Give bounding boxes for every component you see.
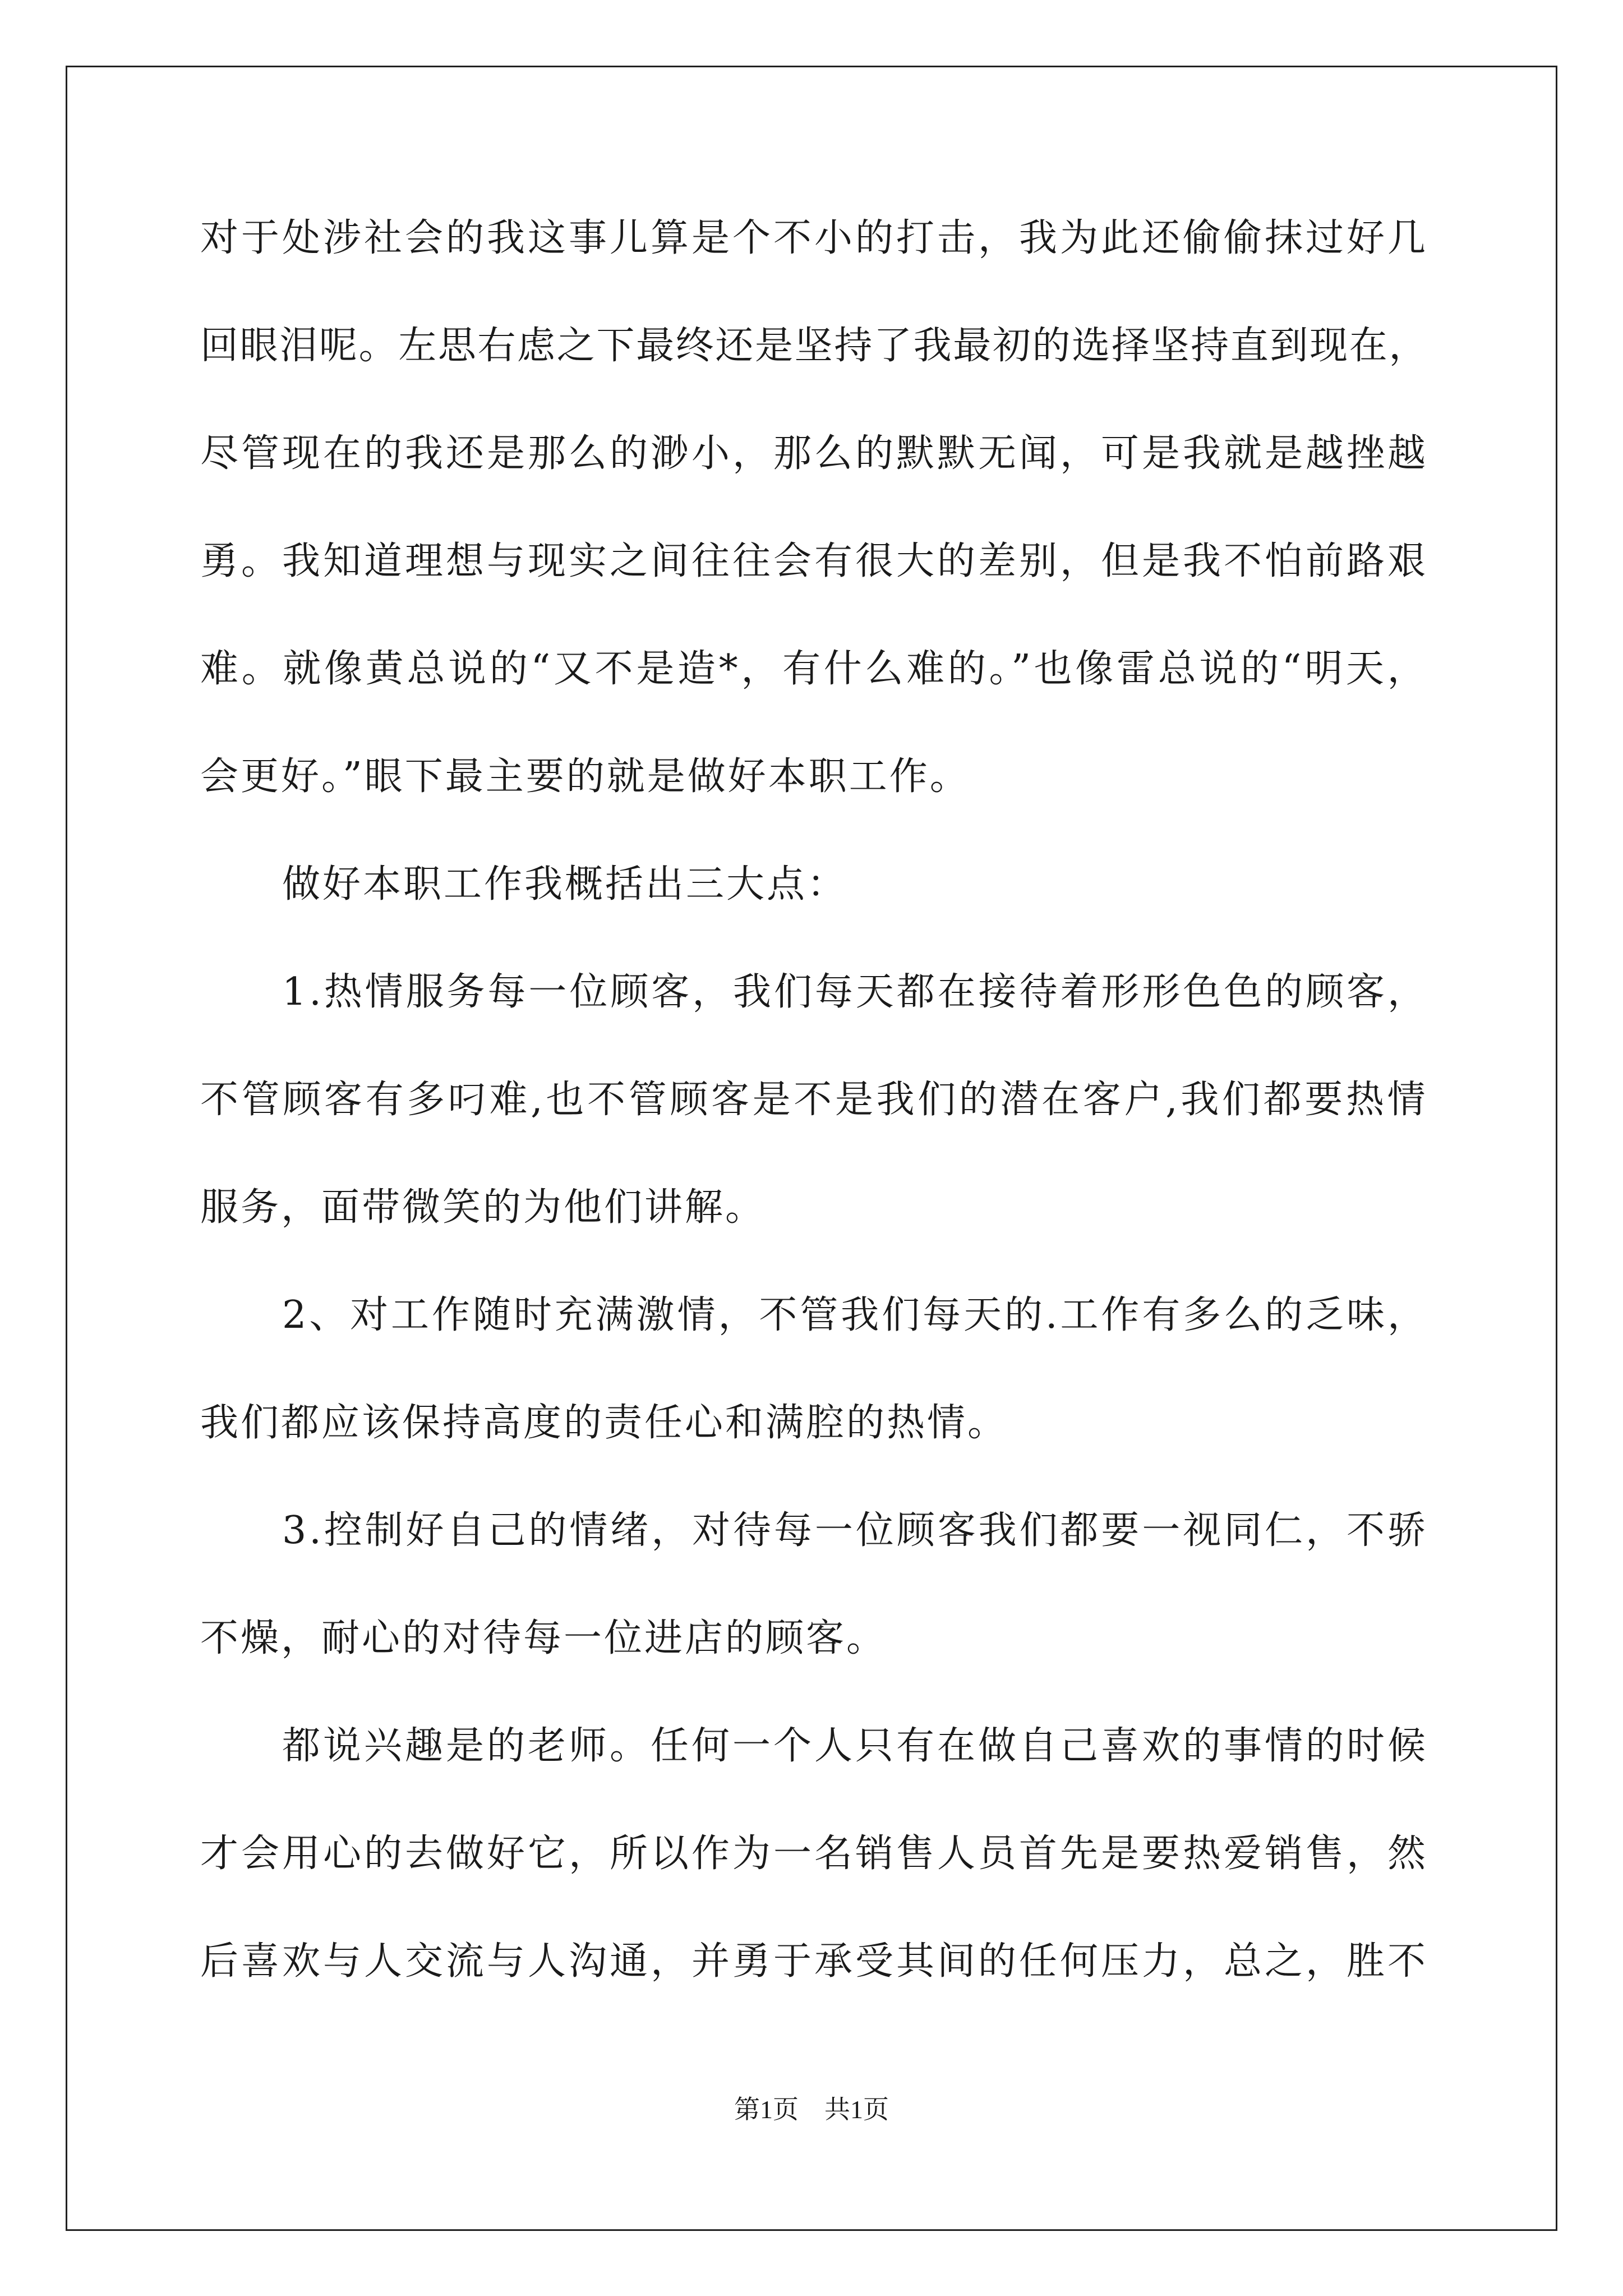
text-line: 3.控制好自己的情绪，对待每一位顾客我们都要一视同仁，不骄 xyxy=(282,1508,1428,1553)
text-line: 2、对工作随时充满激情，不管我们每天的.工作有多么的乏味， xyxy=(282,1293,1428,1337)
text-line: 会更好。”眼下最主要的就是做好本职工作。 xyxy=(200,754,970,799)
text-line: 不燥，耐心的对待每一位进店的顾客。 xyxy=(200,1616,887,1660)
text-line: 对于处涉社会的我这事儿算是个不小的打击，我为此还偷偷抹过好几 xyxy=(200,216,1429,260)
text-line: 1.热情服务每一位顾客，我们每天都在接待着形形色色的顾客， xyxy=(282,970,1428,1014)
text-line: 才会用心的去做好它，所以作为一名销售人员首先是要热爱销售，然 xyxy=(200,1832,1429,1876)
page-footer: 第1页 共1页 xyxy=(734,2095,889,2124)
text-line: 勇。我知道理想与现实之间往往会有很大的差别，但是我不怕前路艰 xyxy=(200,539,1429,583)
text-line: 回眼泪呢。左思右虑之下最终还是坚持了我最初的选择坚持直到现在， xyxy=(200,324,1429,368)
text-line: 后喜欢与人交流与人沟通，并勇于承受其间的任何压力，总之，胜不 xyxy=(200,1939,1429,1984)
text-line: 服务，面带微笑的为他们讲解。 xyxy=(200,1185,766,1230)
page-border xyxy=(66,66,1557,2231)
text-line: 不管顾客有多叼难,也不管顾客是不是我们的潜在客户,我们都要热情 xyxy=(200,1078,1429,1122)
text-line: 都说兴趣是的老师。任何一个人只有在做自己喜欢的事情的时候 xyxy=(282,1724,1429,1768)
text-line: 尽管现在的我还是那么的渺小，那么的默默无闻，可是我就是越挫越 xyxy=(200,431,1429,476)
text-line: 我们都应该保持高度的责任心和满腔的热情。 xyxy=(200,1401,1008,1445)
text-line: 做好本职工作我概括出三大点： xyxy=(282,862,848,907)
text-line: 难。就像黄总说的“又不是造*，有什么难的。”也像雷总说的“明天， xyxy=(200,647,1429,691)
